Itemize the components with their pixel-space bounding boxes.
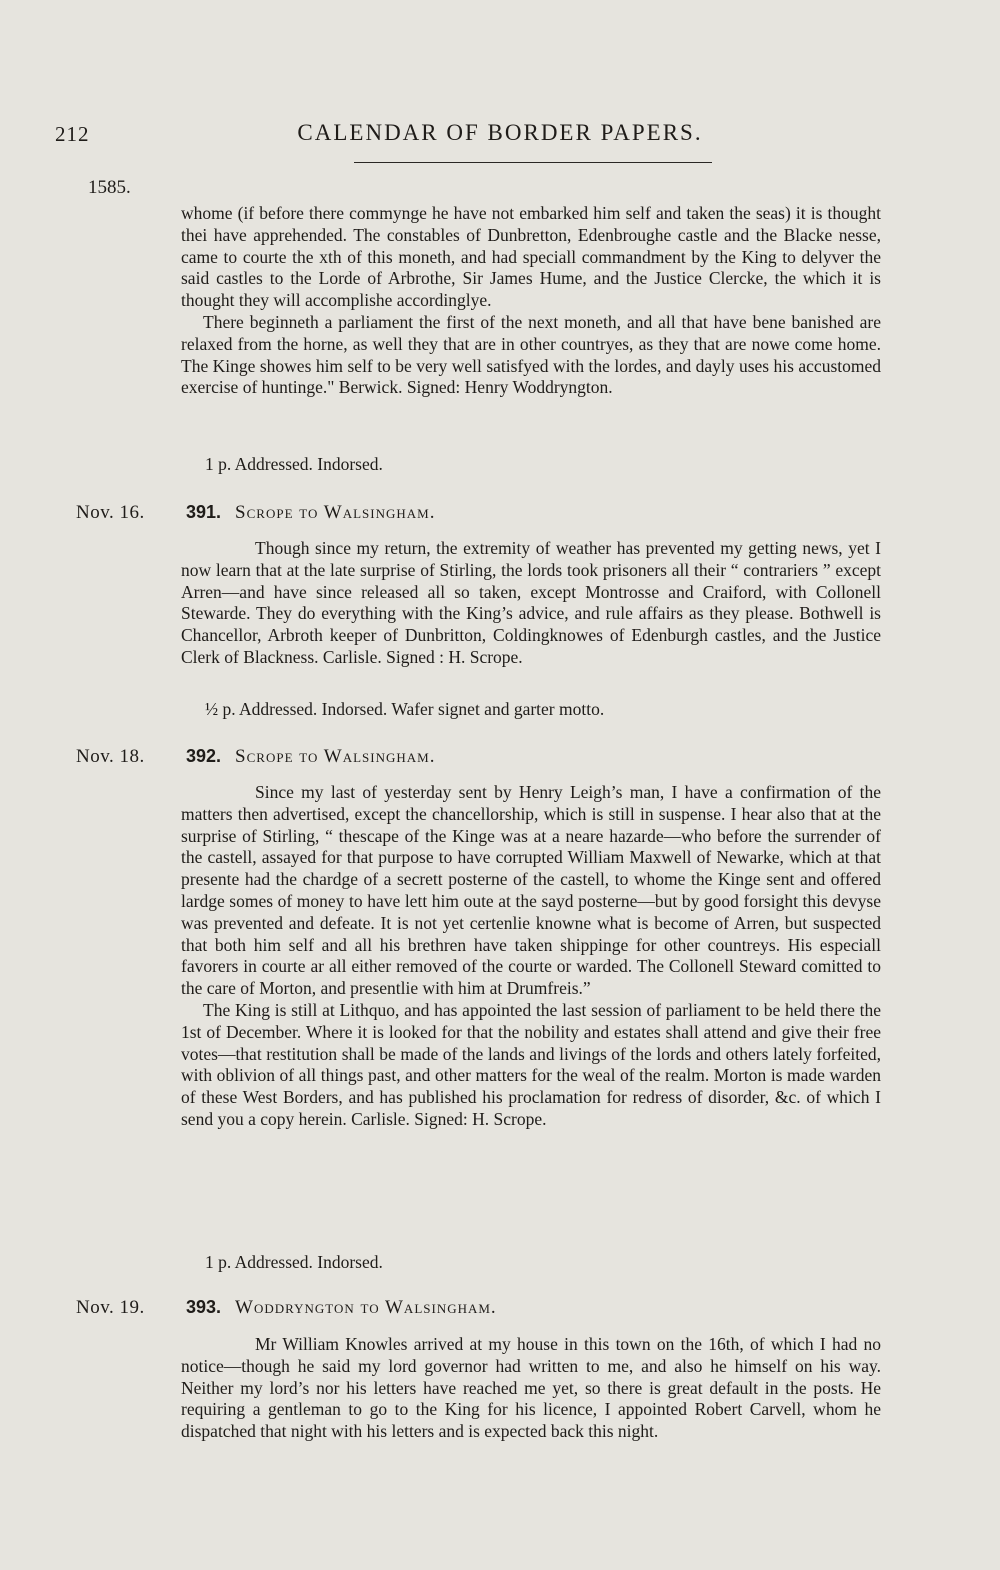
entry-heading	[186, 746, 435, 768]
entry-heading	[186, 1297, 497, 1319]
entry-body	[181, 1334, 881, 1443]
entry-number: 393.	[186, 1297, 222, 1317]
entry-paragraph: Though since my return, the extremity of weather has prevented my getting news, yet I now learn that at the late surprise of Stirling, the lords took prisoners all their “ contrariers ” except Arren—and have since released all so taken, except Montrosse and Craiford, with Collonell Stewarde. They do everything with the King’s advice, and rule affairs as they please. Bothwell is Chancellor, Arbroth keeper of Dunbritton, Coldingknowes of Edenburgh castles, and the Justice Clerk of Blackness. Carlisle. Signed : H. Scrope.	[181, 538, 881, 667]
entry-note: ½ p. Addressed. Indorsed. Wafer signet and garter motto.	[205, 699, 605, 719]
entry-paragraph: Mr William Knowles arrived at my house in this town on the 16th, of which I had no notice—though he said my lord governor had written to me, and also he himself on his way. Neither my lord’s nor his letters have reached me yet, so there is great default in the posts. He requiring a gentleman to go to the King for his licence, I appointed Robert Carvell, whom he dispatched that night with his letters and is expected back this night.	[181, 1334, 881, 1442]
entry-number: 391.	[186, 502, 222, 522]
entry-date: Nov. 19.	[76, 1297, 145, 1318]
continuation-paragraph-2: There beginneth a parliament the first of the next moneth, and all that have bene banished are relaxed from the horne, as well they that are in other countryes, as they that are nowe come home. The Kinge showes him self to be very well satisfyed with the lordes, and dayly uses his accustomed exercise of huntinge." Berwick. Signed: Henry Woddryngton.	[181, 311, 881, 398]
continuation-note: 1 p. Addressed. Indorsed.	[205, 454, 383, 474]
entry-body	[181, 782, 881, 1131]
entry-title: Woddryngton to Walsingham.	[235, 1297, 497, 1318]
entry-date: Nov. 16.	[76, 502, 145, 523]
entry-title: Scrope to Walsingham.	[235, 746, 436, 767]
margin-year: 1585.	[88, 177, 131, 198]
running-title: CALENDAR OF BORDER PAPERS.	[297, 120, 703, 145]
entry-paragraph: The King is still at Lithquo, and has appointed the last session of parliament to be held there the 1st of December. Where it is looked for that the nobility and estates shall attend and give their free votes—that restitution shall be made of the lands and livings of the lords and others lately forfeited, with oblivion of all things past, and other matters for the weal of the realm. Morton is made warden of these West Borders, and has published his proclamation for redress of disorder, &c. of which I send you a copy herein. Carlisle. Signed: H. Scrope.	[181, 999, 881, 1129]
header-rule	[354, 162, 712, 163]
entry-paragraph: Since my last of yesterday sent by Henry Leigh’s man, I have a confirmation of the matters then advertised, except the chancellorship, which is still in suspense. I hear also that at the surprise of Stirling, “ thescape of the Kinge was at a neare hazarde—who before the surrender of the castell, assayed for that purpose to have corrupted William Maxwell of Newarke, which at that presente had the chardge of a secrett posterne of the castell, to whome the Kinge sent and offered lardge somes of money to have lett him oute at the sayd posterne—but by good forsight this devyse was prevented and defeate. It is not yet certenlie knowne what is become of Arren, but suspected that both him self and all his brethren have taken shippinge for other countreys. His especiall favorers in courte ar all either removed of the courte or warded. The Collonell Steward comitted to the care of Morton, and presentlie with him at Drumfreis.”	[181, 782, 881, 999]
entry-date: Nov. 18.	[76, 746, 145, 767]
page-number: 212	[55, 122, 90, 146]
entry-number: 392.	[186, 746, 222, 766]
entry-body	[181, 538, 881, 669]
entry-note: 1 p. Addressed. Indorsed.	[205, 1252, 383, 1272]
continuation-text	[181, 203, 881, 399]
continuation-paragraph-1: whome (if before there commynge he have not embarked him self and taken the seas) it is thought thei have apprehended. The constables of Dunbretton, Edenbroughe castle and the Blacke nesse, came to courte the xth of this moneth, and had speciall commandment by the King to delyver the said castles to the Lorde of Arbrothe, Sir James Hume, and the Justice Clercke, the which it is thought they will accomplishe accordinglye.	[181, 203, 881, 311]
entry-title: Scrope to Walsingham.	[235, 502, 436, 523]
entry-heading	[186, 502, 435, 524]
